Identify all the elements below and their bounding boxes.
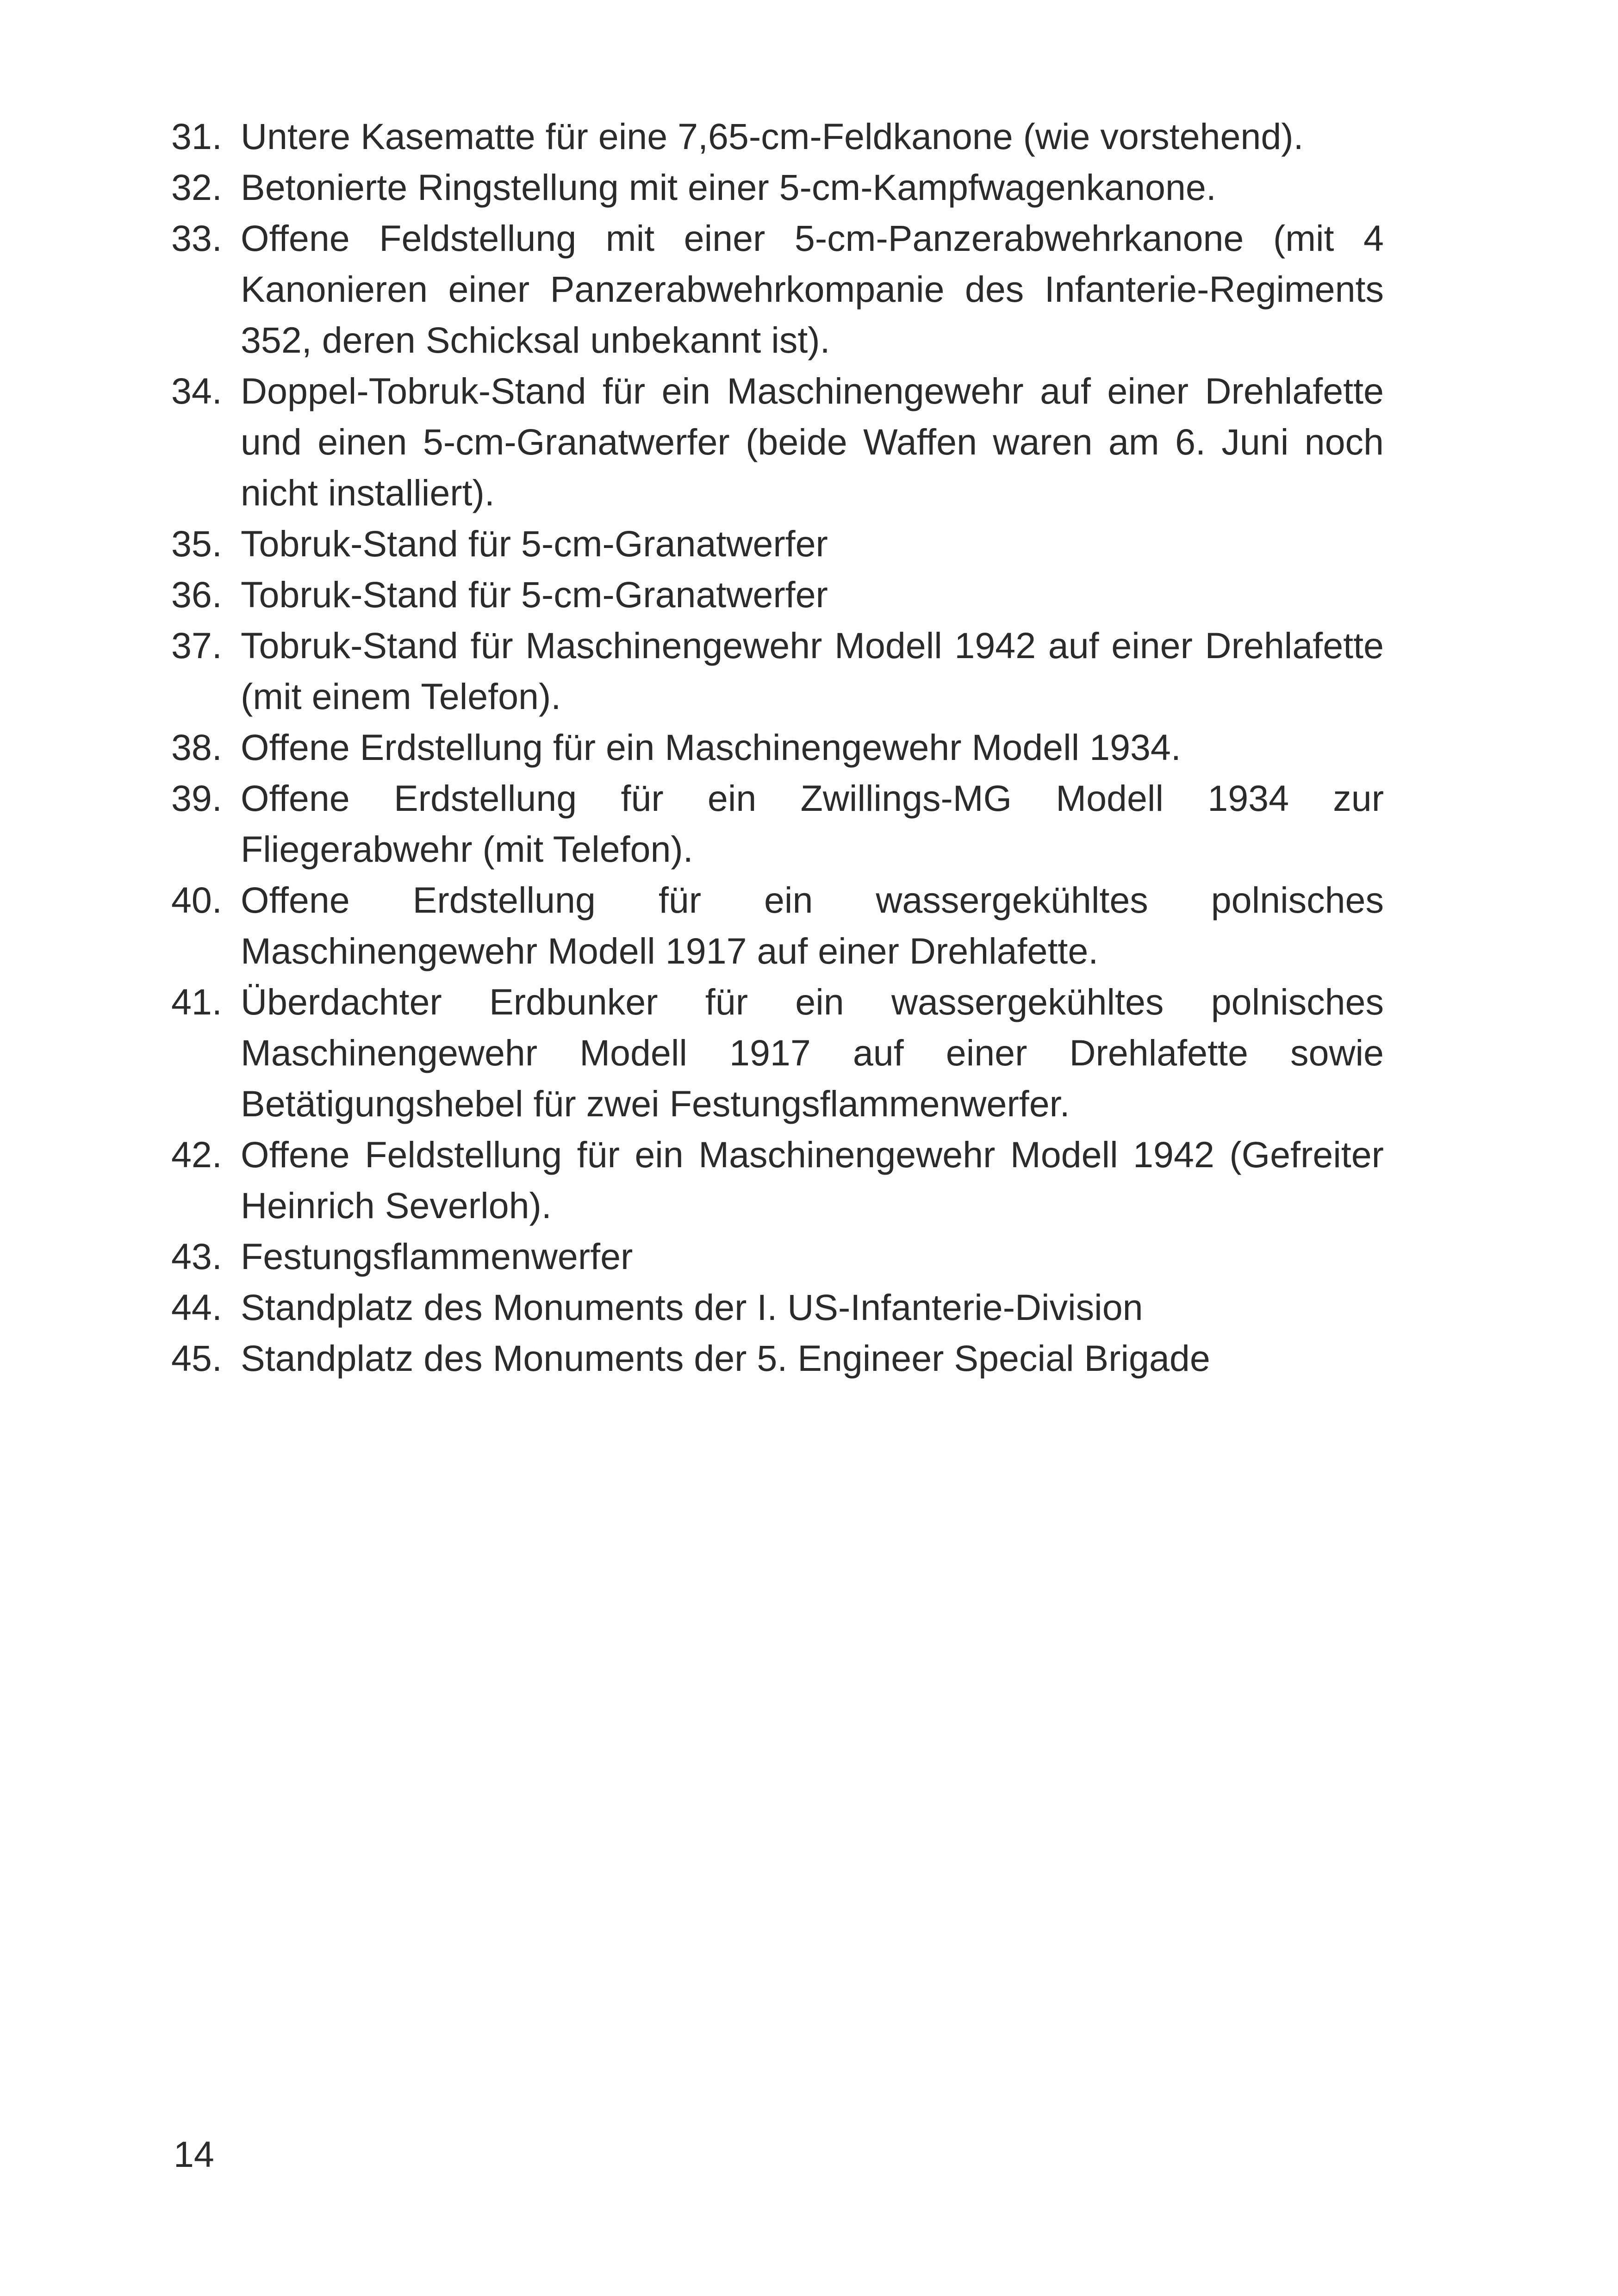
item-text: Überdachter Erdbunker für ein wassergekühltes polnisches Maschinengewehr Modell 1917 auf einer Drehlafette sowie Betätigungshebel für zwei Festungsflammenwerfer. <box>241 981 1384 1124</box>
list-item <box>171 773 1384 875</box>
item-number: 37. <box>171 625 222 666</box>
item-number: 35. <box>171 523 222 564</box>
item-text: Doppel-Tobruk-Stand für ein Maschinengewehr auf einer Drehlafette und einen 5-cm-Granatwerfer (beide Waffen waren am 6. Juni noch nicht installiert). <box>241 370 1384 513</box>
item-text: Tobruk-Stand für Maschinengewehr Modell 1942 auf einer Drehlafette (mit einem Telefon). <box>241 625 1384 717</box>
list-item <box>171 111 1384 162</box>
list-item <box>171 1231 1384 1282</box>
list-item <box>171 722 1384 773</box>
list-item <box>171 1333 1384 1384</box>
item-text: Betonierte Ringstellung mit einer 5-cm-Kampfwagenkanone. <box>241 167 1216 208</box>
item-text: Offene Feldstellung für ein Maschinengewehr Modell 1942 (Gefreiter Heinrich Severloh). <box>241 1134 1384 1226</box>
list-item <box>171 875 1384 977</box>
item-text: Standplatz des Monuments der I. US-Infanterie-Division <box>241 1287 1143 1328</box>
item-number: 38. <box>171 727 222 768</box>
item-number: 31. <box>171 116 222 157</box>
list-item <box>171 518 1384 569</box>
item-text: Offene Erdstellung für ein Zwillings-MG Modell 1934 zur Fliegerabwehr (mit Telefon). <box>241 778 1384 870</box>
list-item <box>171 1129 1384 1231</box>
item-number: 36. <box>171 574 222 615</box>
item-number: 44. <box>171 1287 222 1328</box>
item-number: 45. <box>171 1338 222 1379</box>
list-item <box>171 569 1384 620</box>
list-item <box>171 213 1384 366</box>
item-text: Offene Feldstellung mit einer 5-cm-Panzerabwehrkanone (mit 4 Kanonieren einer Panzerabwehrkompanie des Infanterie-Regiments 352, deren Schicksal unbekannt ist). <box>241 218 1384 361</box>
item-number: 32. <box>171 167 222 208</box>
list-item <box>171 366 1384 518</box>
item-number: 39. <box>171 778 222 819</box>
item-number: 41. <box>171 981 222 1022</box>
numbered-list <box>171 111 1384 1384</box>
item-text: Offene Erdstellung für ein wassergekühltes polnisches Maschinengewehr Modell 1917 auf einer Drehlafette. <box>241 879 1384 971</box>
item-number: 34. <box>171 370 222 411</box>
item-text: Offene Erdstellung für ein Maschinengewehr Modell 1934. <box>241 727 1181 768</box>
list-item <box>171 162 1384 213</box>
item-number: 42. <box>171 1134 222 1175</box>
list-item <box>171 1282 1384 1333</box>
item-text: Untere Kasematte für eine 7,65-cm-Feldkanone (wie vorstehend). <box>241 116 1304 157</box>
item-text: Tobruk-Stand für 5-cm-Granatwerfer <box>241 574 828 615</box>
item-text: Festungsflammenwerfer <box>241 1236 633 1277</box>
item-number: 40. <box>171 879 222 921</box>
page-number: 14 <box>174 2134 214 2175</box>
item-number: 33. <box>171 218 222 259</box>
item-text: Standplatz des Monuments der 5. Engineer Special Brigade <box>241 1338 1210 1379</box>
item-text: Tobruk-Stand für 5-cm-Granatwerfer <box>241 523 828 564</box>
list-item <box>171 620 1384 722</box>
list-item <box>171 977 1384 1129</box>
item-number: 43. <box>171 1236 222 1277</box>
